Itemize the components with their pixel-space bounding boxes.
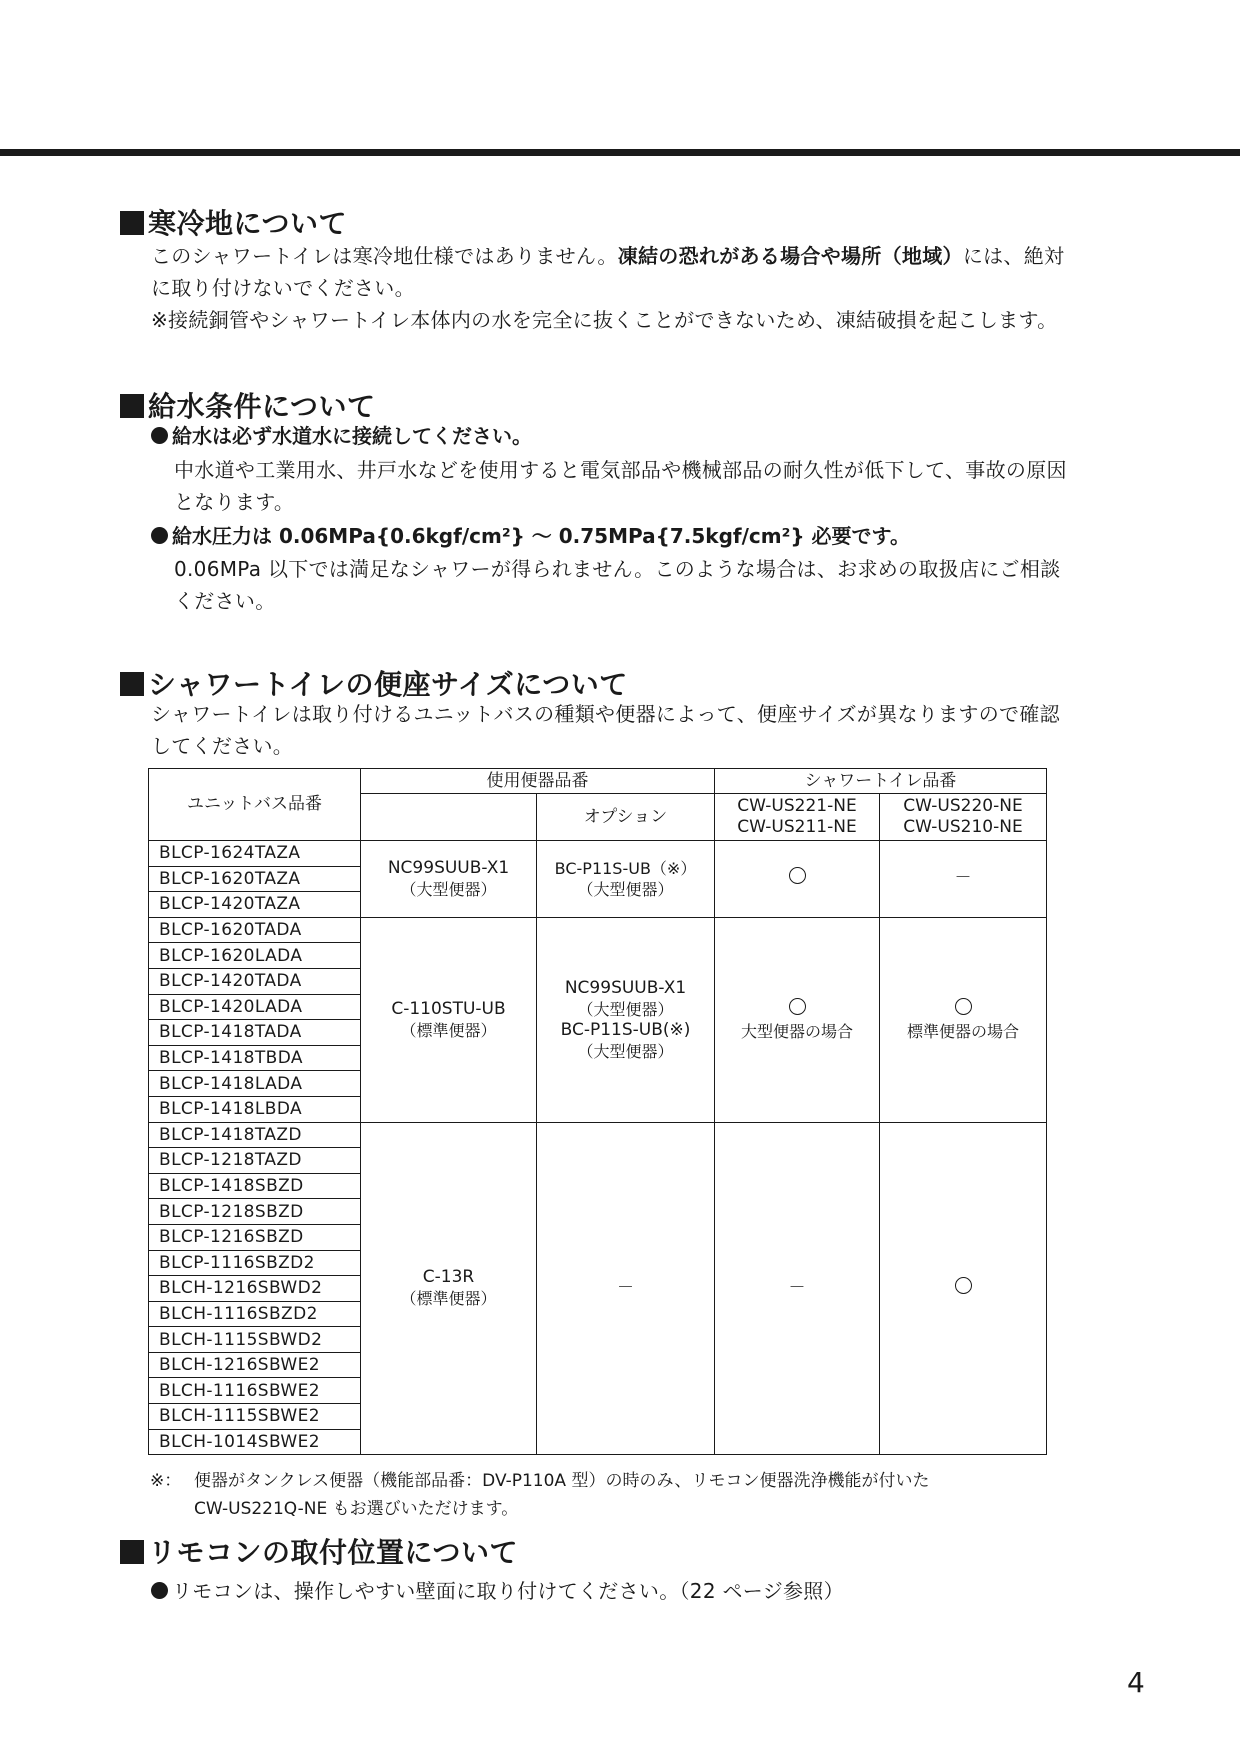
header-option: オプション <box>537 794 715 841</box>
square-bullet-icon <box>120 1540 144 1564</box>
page-number: 4 <box>1127 1666 1145 1699</box>
bullet-dot-icon <box>151 1582 168 1599</box>
model-cell: BLCP-1216SBZD <box>149 1224 361 1250</box>
bullet-water-pressure: 給水圧力は 0.06MPa{0.6kgf/cm²} ～ 0.75MPa{7.5kgf/cm²} 必要です。 <box>151 520 910 552</box>
bullet-dot-icon <box>151 427 168 444</box>
section-title-seat-size: シャワートイレの便座サイズについて <box>120 663 628 703</box>
model-cell: BLCP-1420TAZA <box>149 892 361 918</box>
g2-col-b: 標準便器の場合 <box>880 917 1047 1122</box>
model-cell: BLCP-1418SBZD <box>149 1173 361 1199</box>
g1-col-a <box>715 841 880 918</box>
model-cell: BLCP-1218SBZD <box>149 1199 361 1225</box>
model-cell: BLCP-1116SBZD2 <box>149 1250 361 1276</box>
model-cell: BLCP-1620TAZA <box>149 866 361 892</box>
g1-toilet: NC99SUUB-X1 （大型便器） <box>361 841 537 918</box>
circle-mark-icon <box>789 867 806 884</box>
seat-size-text: シャワートイレは取り付けるユニットバスの種類や便器によって、便座サイズが異なりますので確認 してください。 <box>151 702 1060 758</box>
model-cell: BLCH-1116SBWE2 <box>149 1378 361 1404</box>
header-shower-toilet: シャワートイレ品番 <box>715 769 1047 794</box>
water-pressure-text: 0.06MPa 以下では満足なシャワーが得られません。このような場合は、お求めの取扱店にご相談 ください。 <box>174 557 1061 613</box>
g3-toilet: C-13R （標準便器） <box>361 1122 537 1455</box>
model-cell: BLCP-1624TAZA <box>149 841 361 867</box>
model-cell: BLCH-1216SBWD2 <box>149 1276 361 1302</box>
model-cell: BLCP-1418TADA <box>149 1020 361 1046</box>
model-cell: BLCP-1218TAZD <box>149 1148 361 1174</box>
bullet-tap-water: 給水は必ず水道水に接続してください。 <box>151 420 532 452</box>
model-cell: BLCH-1216SBWE2 <box>149 1352 361 1378</box>
top-rule <box>0 149 1240 156</box>
section-title-remote-position: リモコンの取付位置について <box>120 1531 518 1571</box>
section-title-water-supply: 給水条件について <box>120 385 375 425</box>
header-toilet: 使用便器品番 <box>361 769 715 794</box>
header-toilet-blank <box>361 794 537 841</box>
remote-position-text: リモコンは、操作しやすい壁面に取り付けてください。（22 ページ参照） <box>151 1575 844 1607</box>
bullet-dot-icon <box>151 527 168 544</box>
model-cell: BLCP-1620TADA <box>149 917 361 943</box>
cold-region-note: ※接続銅管やシャワートイレ本体内の水を完全に抜くことができないため、凍結破損を起こします。 <box>151 308 1058 332</box>
square-bullet-icon <box>120 672 144 696</box>
header-col-a: CW-US221-NE CW-US211-NE <box>715 794 880 841</box>
g1-col-b: － <box>880 841 1047 918</box>
g2-option: NC99SUUB-X1 （大型便器） BC-P11S-UB(※) （大型便器） <box>537 917 715 1122</box>
model-cell: BLCP-1418LADA <box>149 1071 361 1097</box>
model-cell: BLCP-1418TAZD <box>149 1122 361 1148</box>
g1-option: BC-P11S-UB（※） （大型便器） <box>537 841 715 918</box>
table-footnote: ※： 便器がタンクレス便器（機能部品番：DV-P110A 型）の時のみ、リモコン便器洗浄機能が付いた CW-US221Q-NE もお選びいただけます。 <box>150 1471 930 1519</box>
g2-col-a: 大型便器の場合 <box>715 917 880 1122</box>
model-cell: BLCP-1620LADA <box>149 943 361 969</box>
header-col-b: CW-US220-NE CW-US210-NE <box>880 794 1047 841</box>
g3-col-b <box>880 1122 1047 1455</box>
tap-water-text: 中水道や工業用水、井戸水などを使用すると電気部品や機械部品の耐久性が低下して、事故の原因 となります。 <box>174 458 1067 514</box>
section-title-cold-region: 寒冷地について <box>120 202 347 242</box>
g2-toilet: C-110STU-UB （標準便器） <box>361 917 537 1122</box>
g3-col-a: － <box>715 1122 880 1455</box>
square-bullet-icon <box>120 211 144 235</box>
model-cell: BLCP-1420TADA <box>149 968 361 994</box>
model-cell: BLCH-1115SBWD2 <box>149 1327 361 1353</box>
square-bullet-icon <box>120 394 144 418</box>
header-unitbath: ユニットバス品番 <box>149 769 361 841</box>
compatibility-table <box>148 768 1047 1455</box>
model-cell: BLCP-1418LBDA <box>149 1096 361 1122</box>
model-cell: BLCH-1014SBWE2 <box>149 1429 361 1455</box>
model-cell: BLCH-1115SBWE2 <box>149 1404 361 1430</box>
model-cell: BLCH-1116SBZD2 <box>149 1301 361 1327</box>
circle-mark-icon <box>955 998 972 1015</box>
g3-option: － <box>537 1122 715 1455</box>
model-cell: BLCP-1418TBDA <box>149 1045 361 1071</box>
freeze-warning: 凍結の恐れがある場合や場所（地域） <box>617 244 963 268</box>
model-cell: BLCP-1420LADA <box>149 994 361 1020</box>
circle-mark-icon <box>789 998 806 1015</box>
cold-region-text: このシャワートイレは寒冷地仕様ではありません。凍結の恐れがある場合や場所（地域）には、絶対 に取り付けないでください。 ※接続銅管やシャワートイレ本体内の水を完全に抜くことができないため、凍結破損を起こします。 <box>151 240 1151 336</box>
circle-mark-icon <box>955 1277 972 1294</box>
